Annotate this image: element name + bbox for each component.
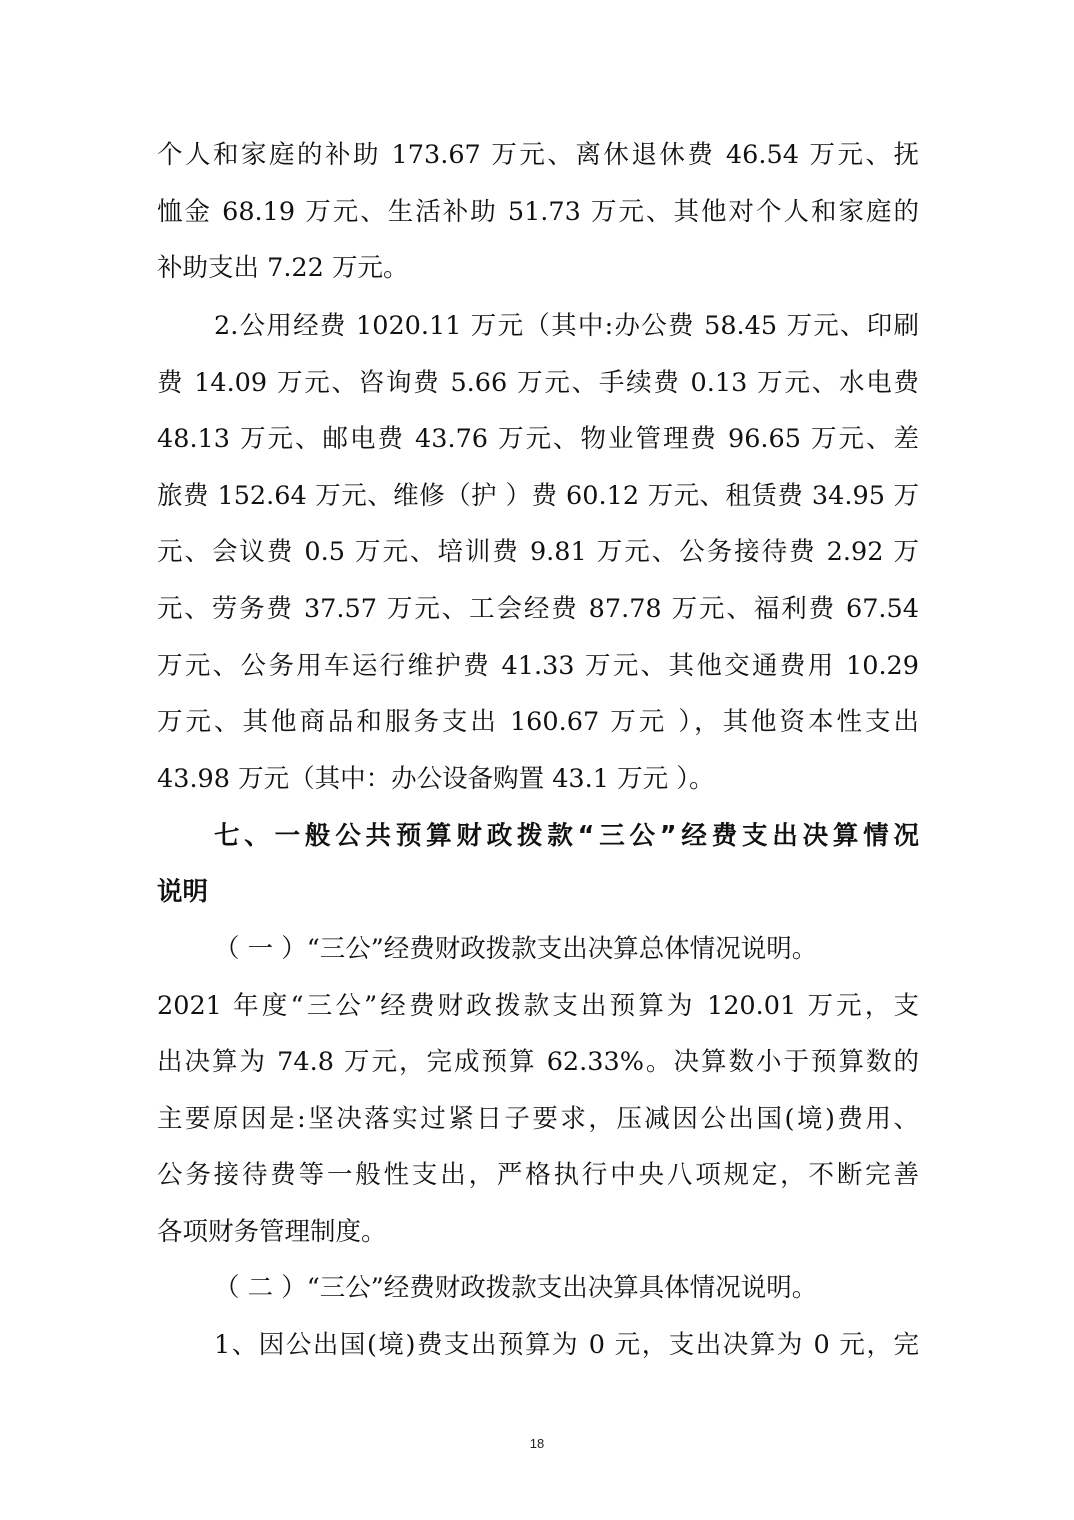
body-text-line: 恤金 68.19 万元、生活补助 51.73 万元、其他对个人和家庭的 (157, 197, 919, 227)
body-text-line: 补助支出 7.22 万元。 (157, 253, 409, 283)
body-text-line: 万元、公务用车运行维护费 41.33 万元、其他交通费用 10.29 (157, 651, 919, 681)
body-text-line: 43.98 万元（其中：办公设备购置 43.1 万元 ）。 (157, 764, 715, 794)
body-text-line: 2021 年度“三公”经费财政拨款支出预算为 120.01 万元，支 (157, 991, 919, 1021)
subsection-heading: （ 二 ）“三公”经费财政拨款支出决算具体情况说明。 (214, 1273, 818, 1303)
body-text-line: 各项财务管理制度。 (157, 1217, 387, 1247)
body-text-line: 1、因公出国(境)费支出预算为 0 元，支出决算为 0 元，完 (214, 1330, 919, 1360)
body-text-line: 元、劳务费 37.57 万元、工会经费 87.78 万元、福利费 67.54 (157, 594, 919, 624)
body-text-line: 48.13 万元、邮电费 43.76 万元、物业管理费 96.65 万元、差 (157, 424, 919, 454)
body-text-line: 出决算为 74.8 万元，完成预算 62.33%。决算数小于预算数的 (157, 1047, 919, 1077)
body-text-line: 公务接待费等一般性支出，严格执行中央八项规定，不断完善 (157, 1160, 919, 1190)
body-text-line: 2.公用经费 1020.11 万元（其中:办公费 58.45 万元、印刷 (214, 311, 919, 341)
body-text-line: 费 14.09 万元、咨询费 5.66 万元、手续费 0.13 万元、水电费 (157, 368, 919, 398)
body-text-line: 万元、其他商品和服务支出 160.67 万元 ），其他资本性支出 (157, 707, 919, 737)
body-text-line: 主要原因是:坚决落实过紧日子要求，压减因公出国(境)费用、 (157, 1104, 919, 1134)
body-text-line: 旅费 152.64 万元、维修（护 ）费 60.12 万元、租赁费 34.95 万 (157, 481, 919, 511)
body-text-line: 个人和家庭的补助 173.67 万元、离休退休费 46.54 万元、抚 (157, 140, 919, 170)
body-text-line: 元、会议费 0.5 万元、培训费 9.81 万元、公务接待费 2.92 万 (157, 537, 919, 567)
page-number: 18 (529, 1436, 545, 1451)
section-heading: 七、一般公共预算财政拨款“三公”经费支出决算情况 (214, 821, 919, 851)
section-heading: 说明 (157, 877, 209, 907)
subsection-heading: （ 一 ）“三公”经费财政拨款支出决算总体情况说明。 (214, 934, 818, 964)
